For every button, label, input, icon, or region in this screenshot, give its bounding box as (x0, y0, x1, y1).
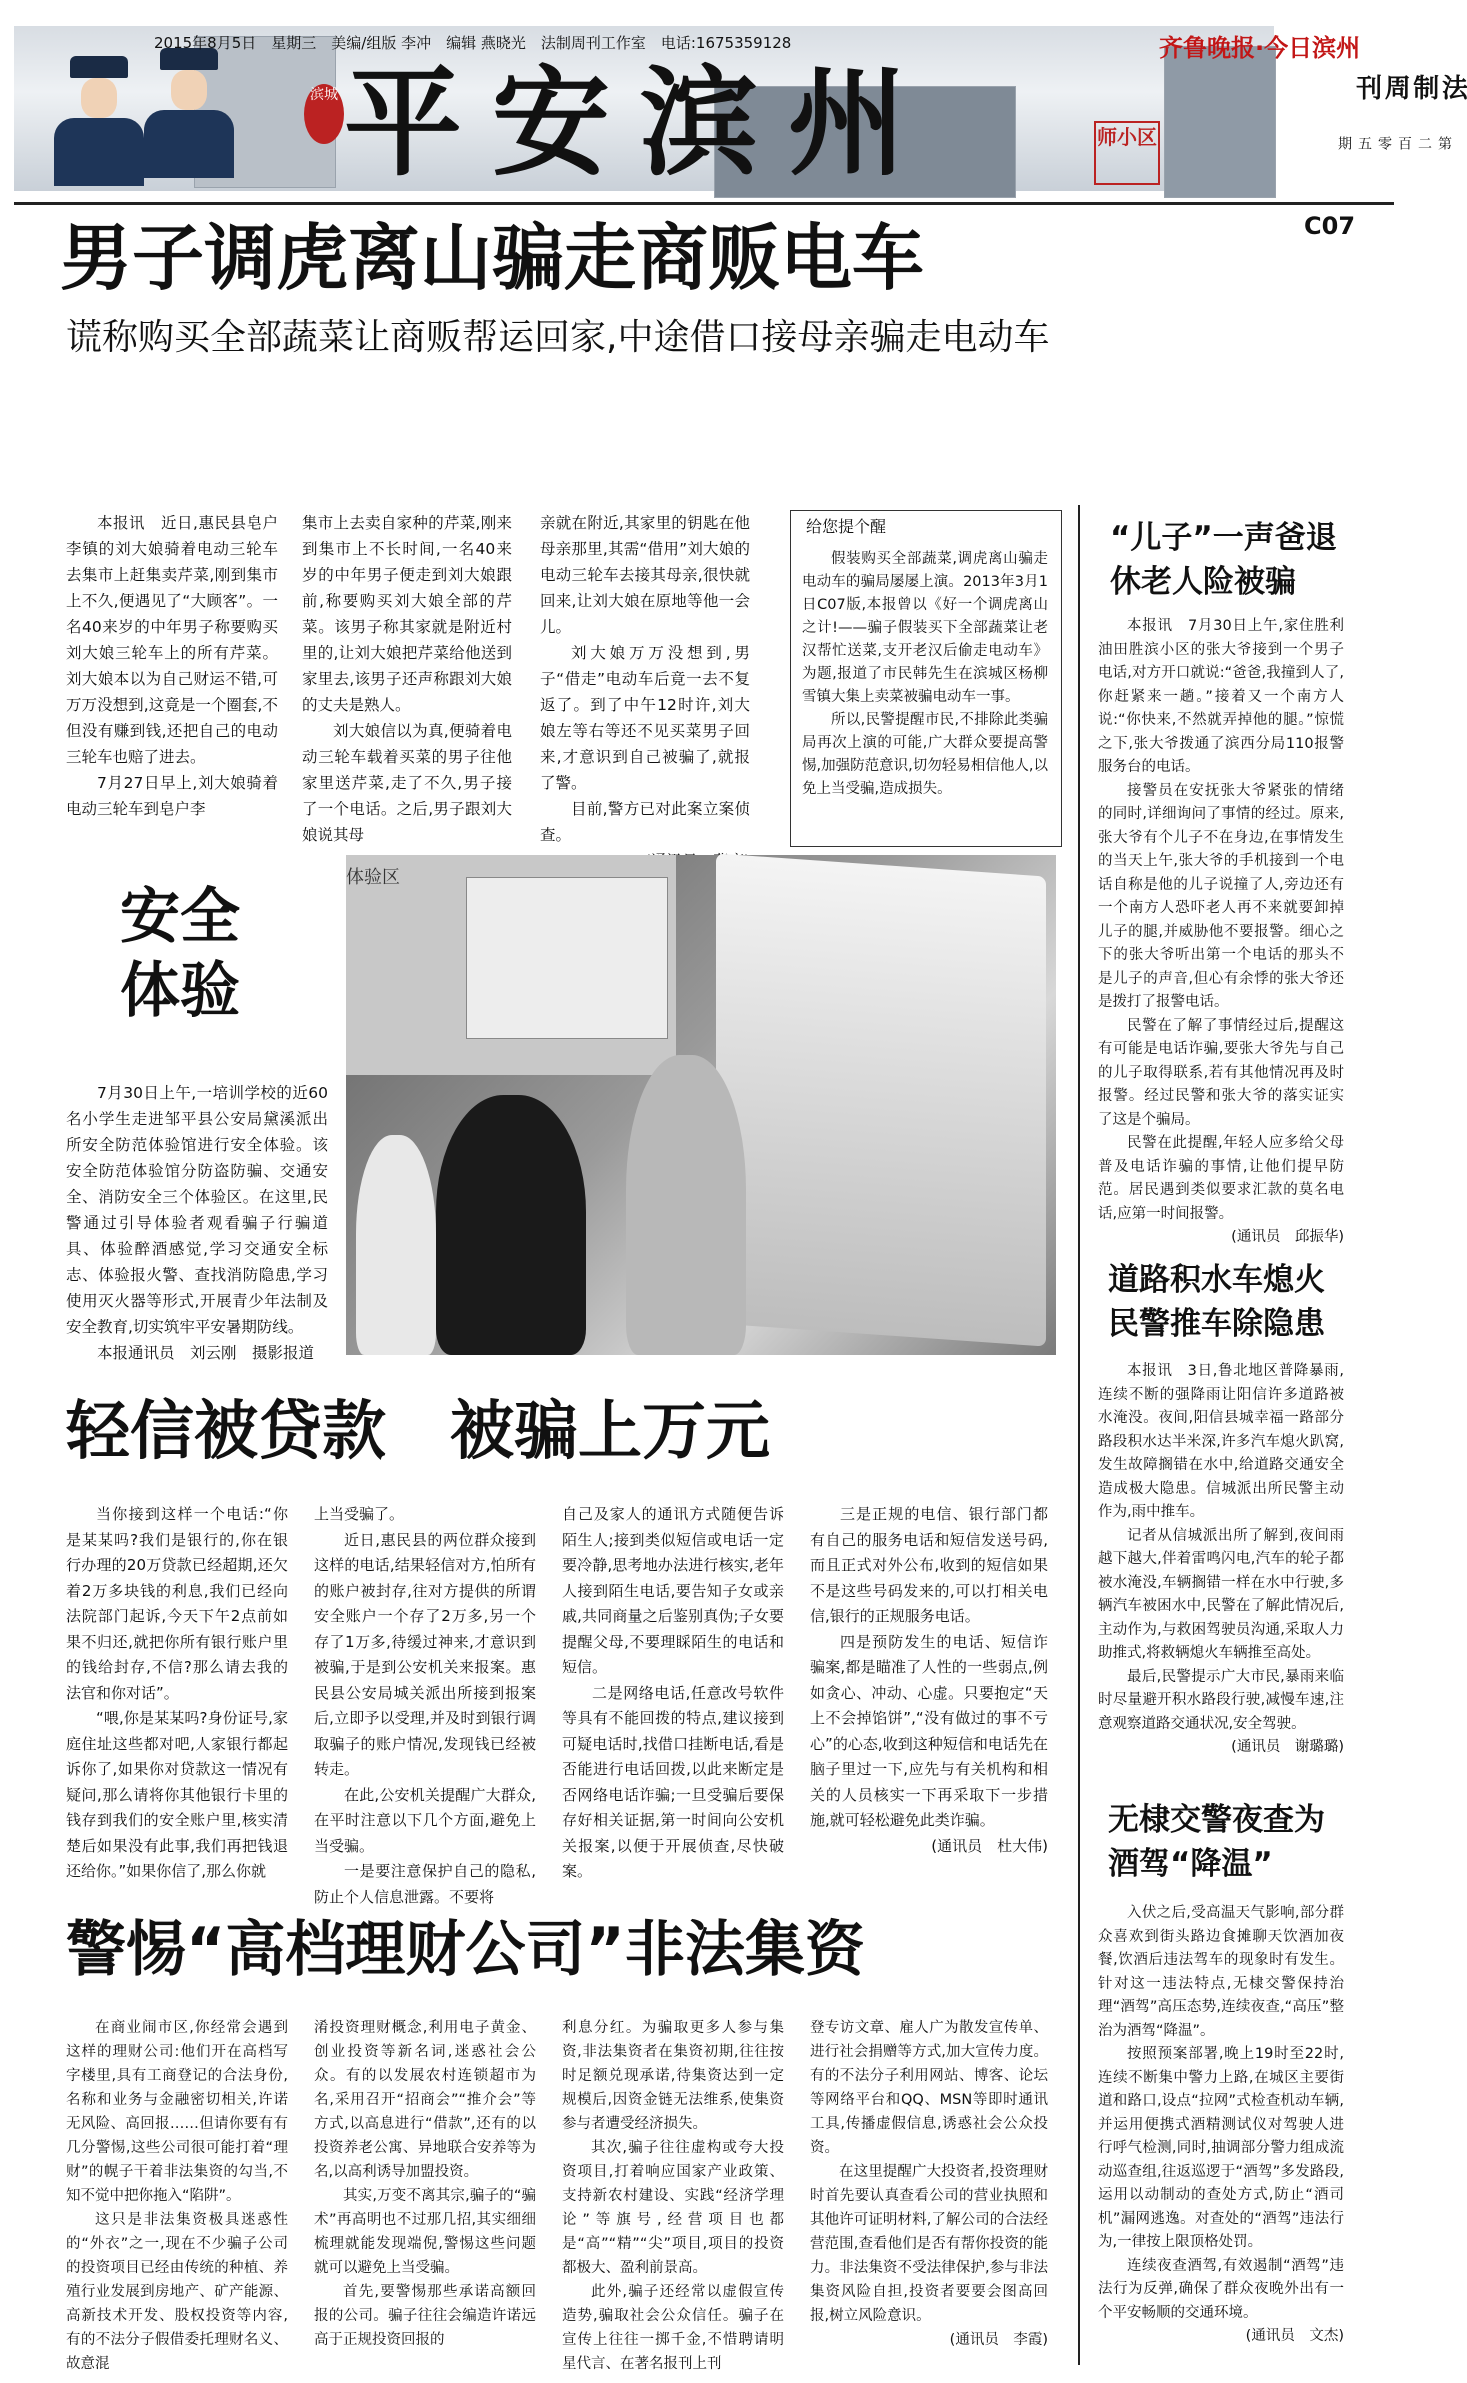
story1-subhead: 谎称购买全部蔬菜让商贩帮运回家,中途借口接母亲骗走电动车 (66, 317, 1050, 358)
story2-column-1 (66, 1502, 288, 1885)
masthead-info-line: 2015年8月5日 星期三 美编/组版 李冲 编辑 燕晓光 法制周刊工作室 电话:1675359128 (154, 34, 792, 52)
paragraph: 上当受骗了。 (314, 1505, 405, 1523)
paragraph: 亲就在附近,其家里的钥匙在他母亲那里,其需“借用”刘大娘的电动三轮车去接其母亲,很快就回来,让刘大娘在原地等他一会儿。 (540, 514, 750, 636)
photo-child-figure (356, 1135, 436, 1355)
paragraph: 7月27日早上,刘大娘骑着电动三轮车到皂户李 (66, 774, 278, 818)
story1-column-3 (540, 510, 750, 874)
photo-wall-sign: 体验区 (346, 867, 400, 888)
paragraph: 本报讯 近日,惠民县皂户李镇的刘大娘骑着电动三轮车去集市上赶集卖芹菜,刚到集市上不久,便遇见了“大顾客”。一名40来岁的中年男子称要购买刘大娘三轮车上的所有芹菜。刘大娘本以为自己财运不错,可万万没想到,这竟是一个圈套,不但没有赚到钱,还把自己的电动三轮车也赔了进去。 (66, 514, 278, 766)
paragraph: 这只是非法集资极具迷惑性的“外衣”之一,现在不少骗子公司的投资项目已经由传统的种植、养殖行业发展到房地产、矿产能源、高新技术开发、股权投资等内容,有的不法分子假借委托理财名义、故意混 (66, 2212, 288, 2372)
photo-officer-figure (626, 1055, 746, 1355)
right1-title: “儿子”一声爸退休老人险被骗 (1110, 520, 1337, 600)
paragraph: 其次,骗子往往虚构或夸大投资项目,打着响应国家产业政策、支持新农村建设、实践“经济学理论”等旗号,经营项目也都是“高”“精”“尖”项目,项目的投资都极大、盈利前景高。 (562, 2140, 784, 2276)
story1-column-1 (66, 510, 278, 822)
paragraph: 民警在此提醒,年轻人应多给父母普及电话诈骗的事情,让他们提早防范。居民遇到类似要求汇款的莫名电话,应第一时间报警。 (1098, 1135, 1344, 1222)
paragraph: 记者从信城派出所了解到,夜间雨越下越大,伴着雷鸣闪电,汽车的轮子都被水淹没,车辆搁错一样在水中行驶,多辆汽车被困水中,民警在了解此情况后,主动作为,与救困驾驶员沟通,采取人力助推式,将救辆熄火车辆推至高处。 (1098, 1527, 1344, 1661)
right3-text (1098, 1902, 1344, 2349)
paragraph: 在商业闹市区,你经常会遇到这样的理财公司:他们开在高档写字楼里,具有工商登记的合法身份,名称和业务与金融密切相关,许诺无风险、高回报……但请你要有有几分警惕,这些公司很可能打着“理财”的幌子干着非法集资的勾当,不知不觉中把你拖入“陷阱”。 (66, 2020, 288, 2204)
bridge-graphic (1164, 46, 1276, 198)
paragraph: 在此,公安机关提醒广大群众,在平时注意以下几个方面,避免上当受骗。 (314, 1785, 536, 1855)
paragraph: 最后,民警提示广大市民,暴雨来临时尽量避开积水路段行驶,减慢车速,注意观察道路交通状况,安全驾驶。 (1098, 1668, 1344, 1732)
paragraph: 四是预防发生的电话、短信诈骗案,都是瞄准了人性的一些弱点,例如贪心、冲动、心虚。只要抱定“天上不会掉馅饼”,“没有做过的事不亏心”的心态,收到这种短信和电话先在脑子里过一下,应先与有关机构和相关的人员核实一下再采取下一步措施,就可轻松避免此类诈骗。 (810, 1632, 1048, 1829)
paragraph: 利息分红。为骗取更多人参与集资,非法集资者在集资初期,往往按时足额兑现承诺,待集资达到一定规模后,因资金链无法维系,使集资参与者遭受经济损失。 (562, 2020, 784, 2132)
paragraph: 按照预案部署,晚上19时至22时,连续不断集中警力上路,在城区主要街道和路口,设点“拉网”式检查机动车辆,并运用便携式酒精测试仪对驾驶人进行呼气检测,同时,抽调部分警力组成流动巡查组,往返巡逻于“酒驾”多发路段,运用以动制动的查处方式,防止“酒司机”漏网逃逸。对查处的“酒驾”违法行为,一律按上限顶格处罚。 (1098, 2046, 1344, 2250)
story1-column-2 (302, 510, 512, 848)
credit: (通讯员 文杰) (1245, 2328, 1344, 2344)
paragraph: 7月30日上午,一培训学校的近60名小学生走进邹平县公安局黛溪派出所安全防范体验馆进行安全体验。该安全防范体验馆分防盗防骗、交通安全、消防安全三个体验区。在这里,民警通过引导体验者观看骗子行骗道具、体验醉酒感觉,学习交通安全标志、体验报火警、查找消防隐患,学习使用灭火器等形式,开展青少年法制及安全教育,切实筑牢平安暑期防线。 (66, 1084, 328, 1336)
tip-box-label: 给您提个醒 (800, 514, 892, 537)
paragraph: 淆投资理财概念,利用电子黄金、创业投资等新名词,迷惑社会公众。有的以发展农村连锁超市为名,采用召开“招商会”“推介会”等方式,以高息进行“借款”,还有的以投资养老公寓、异地联合安养等为名,以高利诱导加盟投资。 (314, 2020, 536, 2180)
safety-experience-photo (346, 855, 1056, 1355)
paragraph: 刘大娘万万没想到,男子“借走”电动车后竟一去不复返了。到了中午12时许,刘大娘左等右等还不见买菜男子回来,才意识到自己被骗了,就报了警。 (540, 644, 750, 792)
paragraph: 连续夜查酒驾,有效遏制“酒驾”违法行为反弹,确保了群众夜晚外出有一个平安畅顺的交通环境。 (1098, 2257, 1344, 2321)
police-officer-figure (144, 48, 234, 178)
photo-credit: 本报通讯员 刘云刚 摄影报道 (97, 1344, 315, 1362)
paragraph: 近日,惠民县的两位群众接到这样的电话,结果轻信对方,怕所有的账户被封存,往对方提供的所谓安全账户一个存了2万多,另一个存了1万多,待缓过神来,才意识到被骗,于是到公安机关来报案。惠民县公安局城关派出所接到报案后,立即予以受理,并及时到银行调取骗子的账户情况,发现钱已经被转走。 (314, 1530, 536, 1778)
credit: (通讯员 李霞) (949, 2332, 1048, 2348)
story2-headline: 轻信被贷款 被骗上万元 (66, 1395, 770, 1469)
paragraph: 登专访文章、雇人广为散发宣传单、进行社会捐赠等方式,加大宣传力度。有的不法分子利用网站、博客、论坛等网络平台和QQ、MSN等即时通讯工具,传播虚假信息,诱惑社会公众投资。 (810, 2020, 1048, 2156)
column-divider (1078, 505, 1080, 2365)
photo-projection-screen (716, 853, 1046, 1346)
credit: (通讯员 杜大伟) (931, 1836, 1048, 1855)
right2-title: 道路积水车熄火民警推车除隐患 (1108, 1262, 1325, 1342)
photo-child-figure (436, 1095, 586, 1355)
right2-text (1098, 1360, 1344, 1760)
newspaper-brand: 齐鲁晚报·今日滨州 (1159, 34, 1361, 62)
paragraph: 自己及家人的通讯方式随便告诉陌生人;接到类似短信或电话一定要冷静,思考地办法进行核实,老年人接到陌生电话,要告知子女或亲戚,共同商量之后鉴别真伪;子女要提醒父母,不要理睬陌生的电话和短信。 (562, 1505, 784, 1676)
photo-display-board (466, 877, 668, 1039)
tip-text (802, 548, 1048, 801)
photo-story-title: 安全体验 (120, 882, 240, 1026)
paragraph: 接警员在安抚张大爷紧张的情绪的同时,详细询问了事情的经过。原来,张大爷有个儿子不在身边,在事情发生的当天上午,张大爷的手机接到一个电话自称是他的儿子说撞了人,旁边还有一个南方人恐吓老人再不来就要卸掉儿子的腿,并威胁他不要报警。细心之下的张大爷听出第一个电话的那头不是儿子的声音,但心有余悸的张大爷还是拨打了报警电话。 (1098, 782, 1344, 1010)
section-name: 法制周刊 (1351, 74, 1467, 100)
story2-column-4 (810, 1502, 1048, 1859)
police-officer-figure (54, 56, 144, 186)
paragraph: 入伏之后,受高温天气影响,部分群众喜欢到街头路边食摊聊天饮酒加夜餐,饮酒后违法驾车的现象时有发生。针对这一违法特点,无棣交警保持治理“酒驾”高压态势,连续夜查,“高压”整治为酒驾“降温”。 (1098, 1905, 1344, 2039)
paragraph: 二是网络电话,任意改号软件等具有不能回拨的特点,建议接到可疑电话时,找借口挂断电话,看是否能进行电话回拨,以此来断定是否网络电话诈骗;一旦受骗后要保存好相关证据,第一时间向公安机关报案,以便于开展侦查,尽快破案。 (562, 1683, 784, 1880)
paragraph: 民警在了解了事情经过后,提醒这有可能是电话诈骗,要张大爷先与自己的儿子取得联系,若有其他情况再及时报警。经过民警和张大爷的落实证实了这是个骗局。 (1098, 1017, 1344, 1128)
masthead-title: 平安滨州 (344, 53, 937, 192)
photo-wall (346, 855, 676, 1075)
story3-column-2 (314, 2016, 536, 2352)
paragraph: 其实,万变不离其宗,骗子的“骗术”再高明也不过那几招,其实细细梳理就能发现端倪,警惕这些问题就可以避免上当受骗。 (314, 2188, 536, 2276)
paragraph: 本报讯 7月30日上午,家住胜利油田胜滨小区的张大爷接到一个男子电话,对方开口就说:“爸爸,我撞到人了,你赶紧来一趟。”接着又一个南方人说:“你快来,不然就弄掉他的腿。”惊慌之下,张大爷拨通了滨西分局110报警服务台的电话。 (1098, 618, 1344, 775)
paragraph: 假装购买全部蔬菜,调虎离山骗走电动车的骗局屡屡上演。2013年3月1日C07版,本报曾以《好一个调虎离山之计!——骗子假装买下全部蔬菜让老汉帮忙送菜,支开老汉后偷走电动车》为题,报道了市民韩先生在滨城区杨柳雪镇大集上卖菜被骗电动车一事。 (802, 551, 1048, 705)
paragraph: 目前,警方已对此案立案侦查。 (540, 800, 750, 844)
masthead (14, 14, 1467, 240)
paragraph: 三是正规的电信、银行部门都有自己的服务电话和短信发送号码,而且正式对外公布,收到的短信如果不是这些号码发来的,可以打相关电信,银行的正规服务电话。 (810, 1505, 1048, 1625)
right3-title: 无棣交警夜查为酒驾“降温” (1108, 1802, 1325, 1882)
masthead-stamp: 师小区 (1094, 121, 1160, 185)
photo-story-text (66, 1080, 328, 1366)
paragraph: 一是要注意保护自己的隐私,防止个人信息泄露。不要将 (314, 1862, 536, 1906)
paragraph: 刘大娘信以为真,便骑着电动三轮车载着买菜的男子往他家里送芹菜,走了不久,男子接了一个电话。之后,男子跟刘大娘说其母 (302, 722, 512, 844)
paragraph: 本报讯 3日,鲁北地区普降暴雨,连续不断的强降雨让阳信许多道路被水淹没。夜间,阳信县城幸福一路部分路段积水达半米深,许多汽车熄火趴窝,发生故障搁错在水中,给道路交通安全造成极大隐患。信城派出所民警主动作为,雨中推车。 (1098, 1363, 1344, 1520)
paragraph: 首先,要警惕那些承诺高额回报的公司。骗子往往会编造许诺远高于正规投资回报的 (314, 2284, 536, 2348)
credit: (通讯员 邱振华) (1231, 1229, 1344, 1245)
story2-column-3 (562, 1502, 784, 1885)
issue-number: 第二百零五期 (1336, 136, 1452, 150)
story1-headline: 男子调虎离山骗走商贩电车 (60, 216, 925, 300)
story2-column-2 (314, 1502, 536, 1910)
paragraph: 在这里提醒广大投资者,投资理财时首先要认真查看公司的营业执照和其他许可证明材料,了解公司的合法经营范围,查看他们是否有帮你投资的能力。非法集资不受法律保护,参与非法集资风险自担,投资者要要会图高回报,树立风险意识。 (810, 2164, 1048, 2324)
paragraph: 所以,民警提醒市民,不排除此类骗局再次上演的可能,广大群众要提高警惕,加强防范意识,切勿轻易相信他人,以免上当受骗,造成损失。 (802, 712, 1048, 797)
story3-column-1 (66, 2016, 288, 2376)
story3-headline: 警惕“高档理财公司”非法集资 (66, 1915, 865, 1985)
paragraph: “喂,你是某某吗?身份证号,家庭住址这些都对吧,人家银行都起诉你了,如果你对贷款这一情况有疑问,那么请将你其他银行卡里的钱存到我们的安全账户里,核实清楚后如果没有此事,我们再把钱退还给你。”如果你信了,那么你就 (66, 1709, 288, 1880)
masthead-seal: 滨城 (304, 84, 344, 144)
story3-column-4 (810, 2016, 1048, 2352)
story3-column-3 (562, 2016, 784, 2376)
credit: (通讯员 谢璐璐) (1231, 1739, 1344, 1755)
page-number: C07 (1304, 212, 1356, 240)
right1-text (1098, 615, 1344, 1250)
paragraph: 当你接到这样一个电话:“你是某某吗?我们是银行的,你在银行办理的20万贷款已经超期,还欠着2万多块钱的利息,我们已经向法院部门起诉,今天下午2点前如果不归还,就把你所有银行账户里的钱给封存,不信?那么请去我的法官和你对话”。 (66, 1505, 288, 1702)
paragraph: 集市上去卖自家种的芹菜,刚来到集市上不长时间,一名40来岁的中年男子便走到刘大娘跟前,称要购买刘大娘全部的芹菜。该男子称其家就是附近村里的,让刘大娘把芹菜给他送到家里去,该男子还声称跟刘大娘的丈夫是熟人。 (302, 514, 512, 714)
paragraph: 此外,骗子还经常以虚假宣传造势,骗取社会公众信任。骗子在宣传上往往一掷千金,不惜聘请明星代言、在著名报刊上刊 (562, 2284, 784, 2372)
